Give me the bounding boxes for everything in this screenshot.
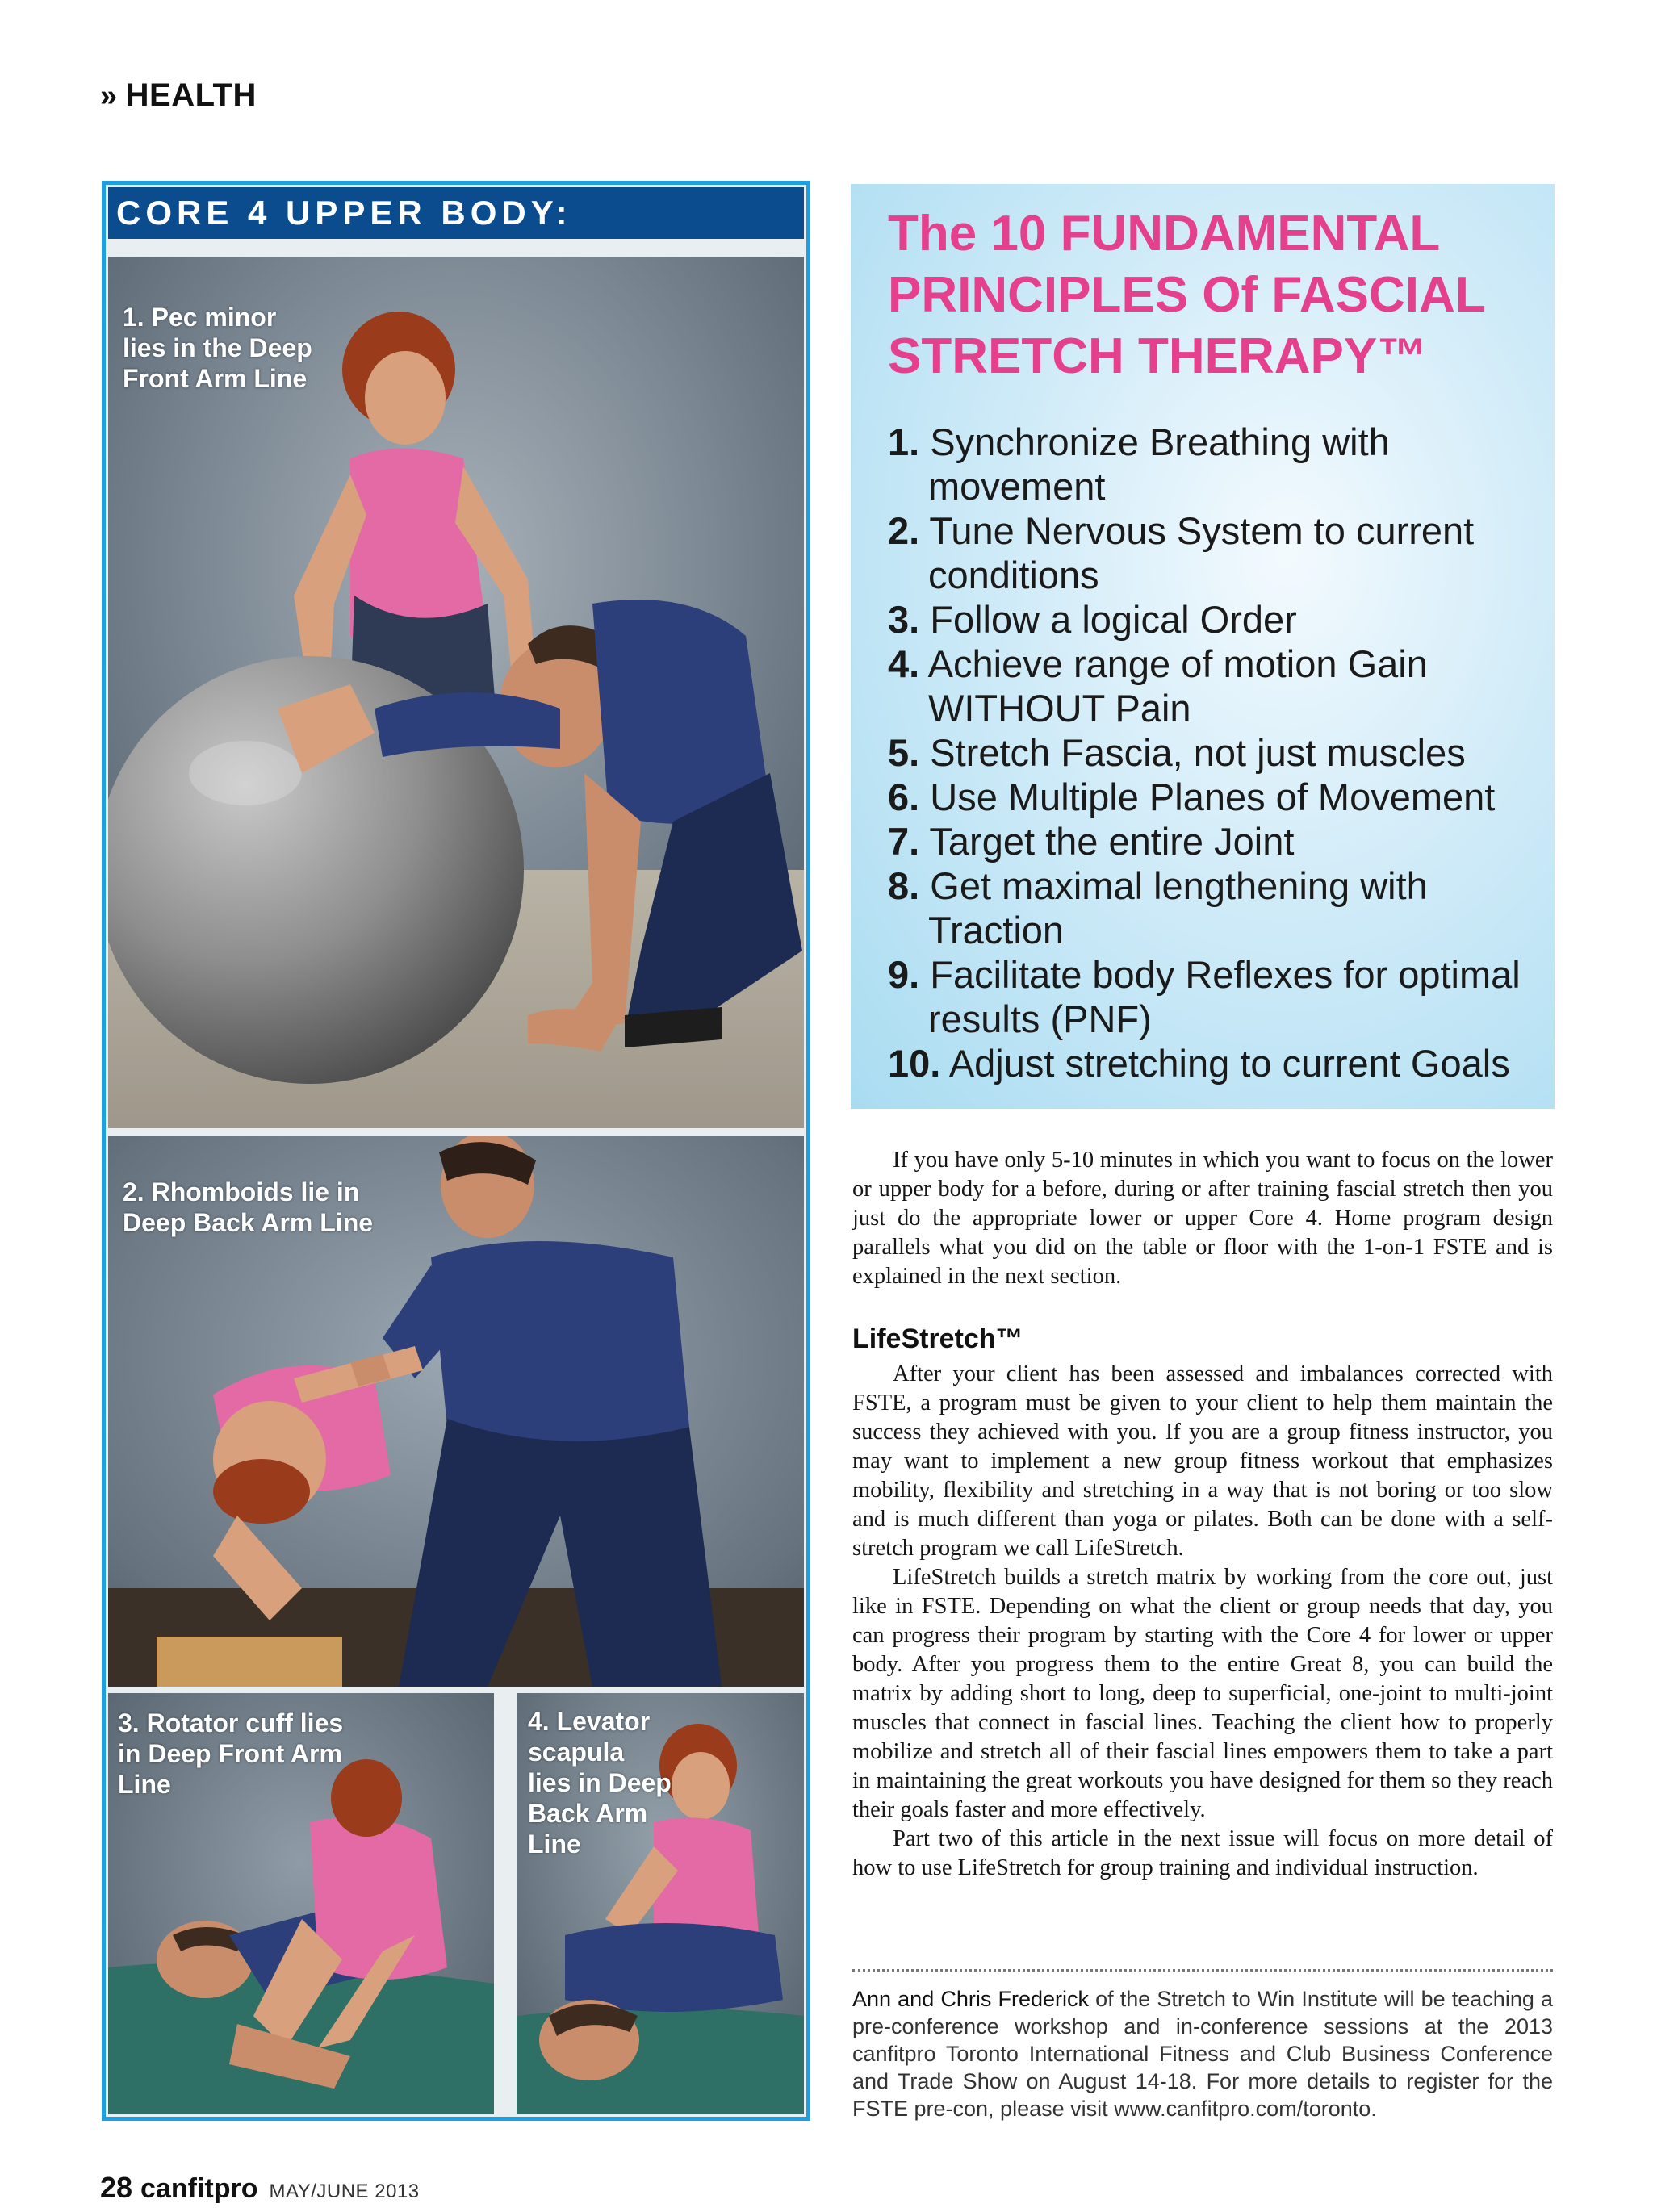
principle-item: 5. Stretch Fascia, not just muscles [888,731,1466,774]
principle-item: 4. Achieve range of motion Gain WITHOUT Pain [888,642,1428,730]
section-label [100,77,257,114]
principle-item: 6. Use Multiple Planes of Movement [888,776,1496,818]
issue-date: MAY/JUNE 2013 [269,2181,420,2202]
article-body [852,1146,1553,1883]
author-bio [852,1985,1553,2122]
principle-item: 2. Tune Nervous System to current conditions [888,509,1475,596]
dotted-divider [852,1969,1553,1972]
principle-item: 10. Adjust stretching to current Goals [888,1042,1510,1085]
author-bio-text: of the Stretch to Win Institute will be teaching a pre-conference workshop and in-conference sessions at the 2013 canfitpro Toronto International Fitness and Club Business Conference and Trade Show on August 14-18. For more details to register for the FSTE pre-con, please visit www.canfitpro.com/toronto. [852,1987,1553,2121]
page-footer [100,2171,420,2205]
caption-pec-minor: 1. Pec minor lies in the Deep Front Arm Line [123,303,312,393]
panel-header: CORE 4 UPPER BODY: [108,187,804,239]
caption-rhomboids: 2. Rhomboids lie in Deep Back Arm Line [123,1177,374,1237]
principles-list [888,420,1550,1085]
principle-item: 7. Target the entire Joint [888,820,1295,863]
principles-title: The 10 FUNDAMENTAL PRINCIPLES Of FASCIAL STRETCH THERAPY™ [888,206,1485,384]
author-names: Ann and Chris Frederick [852,1987,1089,2011]
section-title: HEALTH [125,77,257,113]
intro-paragraph: If you have only 5-10 minutes in which you want to focus on the lower or upper body for a before, during or after training fascial stretch then you just do the appropriate lower or upper Core 4. Home program design parallels what you did on the table or floor with the 1-on-1 FSTE and is explained in the next section. [852,1148,1553,1289]
principle-item: 1. Synchronize Breathing with movement [888,420,1390,508]
chevron-icon: » [100,79,118,113]
lifestretch-heading: LifeStretch™ [852,1323,1023,1354]
principle-item: 9. Facilitate body Reflexes for optimal results (PNF) [888,953,1521,1040]
caption-rotator-cuff: 3. Rotator cuff lies in Deep Front Arm Line [118,1708,344,1799]
page-number: 28 [100,2171,133,2204]
principle-item: 8. Get maximal lengthening with Traction [888,864,1428,951]
caption-levator-scapula: 4. Levator scapula lies in Deep Back Arm Line [528,1707,672,1859]
lifestretch-paragraph-1: After your client has been assessed and imbalances corrected with FSTE, a program must be given to your client to help them maintain the success they achieved with you. If you are a group fitness instructor, you may want to implement a new group fitness workout that emphasizes mobility, flexibility and stretching in a way that is not boring or too slow and is much different than yoga or pilates. Both can be done with a self-stretch program we call LifeStretch. [852,1361,1553,1561]
magazine-name: canfitpro [140,2173,258,2204]
principle-item: 3. Follow a logical Order [888,598,1297,641]
lifestretch-paragraph-2: LifeStretch builds a stretch matrix by working from the core out, just like in FSTE. Depending on what the client or group needs that day, you can progress their program by starting with the Core 4 for lower or upper body. After you progress them to the entire Great 8, you can build the matrix by adding short to long, deep to superficial, one-joint to multi-joint muscles that connect in fascial lines. Teaching the client how to properly mobilize and stretch all of their fascial lines empowers them to take a part in maintaining the great workouts you have designed for them so they reach their goals faster and more effectively. [852,1565,1553,1822]
lifestretch-paragraph-3: Part two of this article in the next issue will focus on more detail of how to use LifeStretch for group training and individual instruction. [852,1826,1553,1880]
